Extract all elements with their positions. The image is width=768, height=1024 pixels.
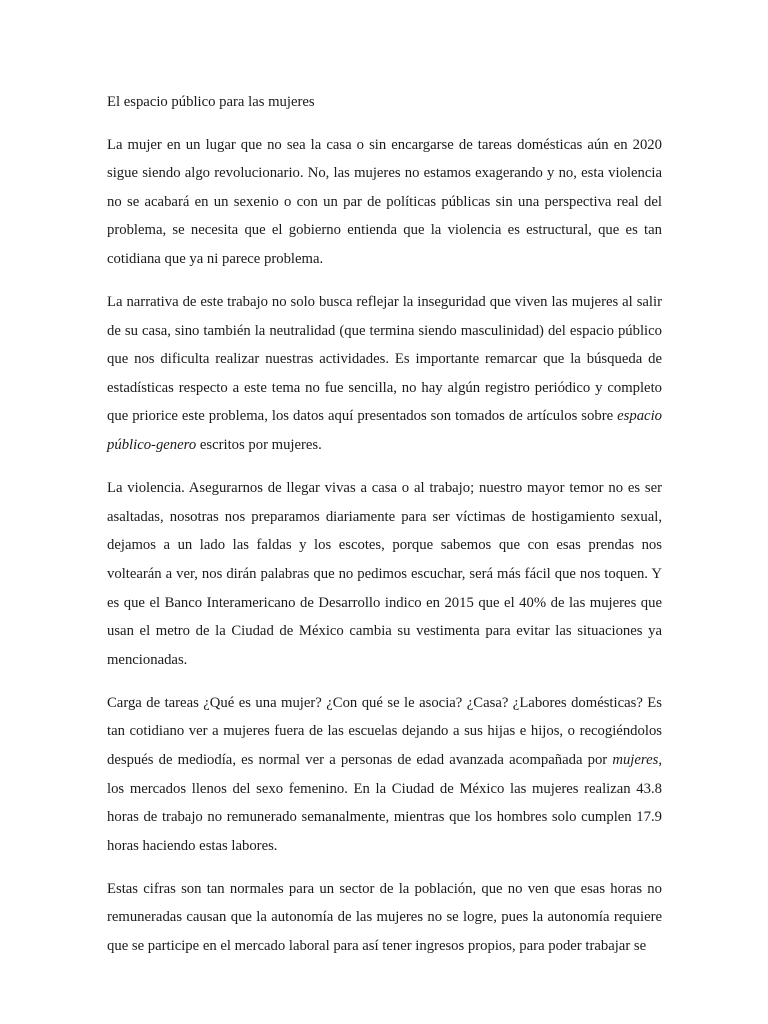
paragraph-3: La violencia. Asegurarnos de llegar vivas a casa o al trabajo; nuestro mayor temor no es ser asaltadas, nosotras nos preparamos diariamente para ser víctimas de hostigamiento sexual, dejamos a un lado las faldas y los escotes, porque sabemos que con esas prendas nos voltearán a ver, nos dirán palabras que no pedimos escuchar, será más fácil que nos toquen. Y es que el Banco Interamericano de Desarrollo indico en 2015 que el 40% de las mujeres que usan el metro de la Ciudad de México cambia su vestimenta para evitar las situaciones ya mencionadas. [107, 480, 662, 668]
paragraph-2-text-start: La narrativa de este trabajo no solo busca reflejar la inseguridad que viven las mujeres al salir de su casa, sino también la neutralidad (que termina siendo masculinidad) del espacio público que nos dificulta realizar nuestras actividades. Es importante remarcar que la búsqueda de estadísticas respecto a este tema no fue sencilla, no hay algún registro periódico y completo que priorice este problema, los datos aquí presentados son tomados de artículos sobre [107, 294, 662, 425]
paragraph-1: La mujer en un lugar que no sea la casa o sin encargarse de tareas domésticas aún en 2020 sigue siendo algo revolucionario. No, las mujeres no estamos exagerando y no, esta violencia no se acabará en un sexenio o con un par de políticas públicas sin una perspectiva real del problema, se necesita que el gobierno entienda que la violencia es estructural, que es tan cotidiana que ya ni parece problema. [107, 136, 662, 267]
paragraph-5: Estas cifras son tan normales para un sector de la población, que no ven que esas horas no remuneradas causan que la autonomía de las mujeres no se logre, pues la autonomía requiere que se participe en el mercado laboral para así tener ingresos propios, para poder trabajar se [107, 880, 662, 955]
document-title: El espacio público para las mujeres [107, 94, 315, 110]
paragraph-4-italic: mujeres [612, 751, 659, 768]
paragraph-2 [107, 288, 662, 460]
paragraph-2-text-end: escritos por mujeres. [196, 437, 322, 454]
document-page [107, 88, 662, 975]
paragraph-4-text-end: , los mercados llenos del sexo femenino. En la Ciudad de México las mujeres realizan 43.8 horas de trabajo no remunerado semanalmente, mientras que los hombres solo cumplen 17.9 horas haciendo estas labores. [107, 751, 662, 854]
paragraph-4-text-start: Carga de tareas ¿Qué es una mujer? ¿Con qué se le asocia? ¿Casa? ¿Labores domésticas? Es tan cotidiano ver a mujeres fuera de las escuelas dejando a sus hijas e hijos, o recogiéndolos después de mediodía, es normal ver a personas de edad avanzada acompañada por [107, 694, 662, 768]
paragraph-2-italic: espacio público-genero [107, 408, 662, 454]
paragraph-4 [107, 689, 662, 861]
